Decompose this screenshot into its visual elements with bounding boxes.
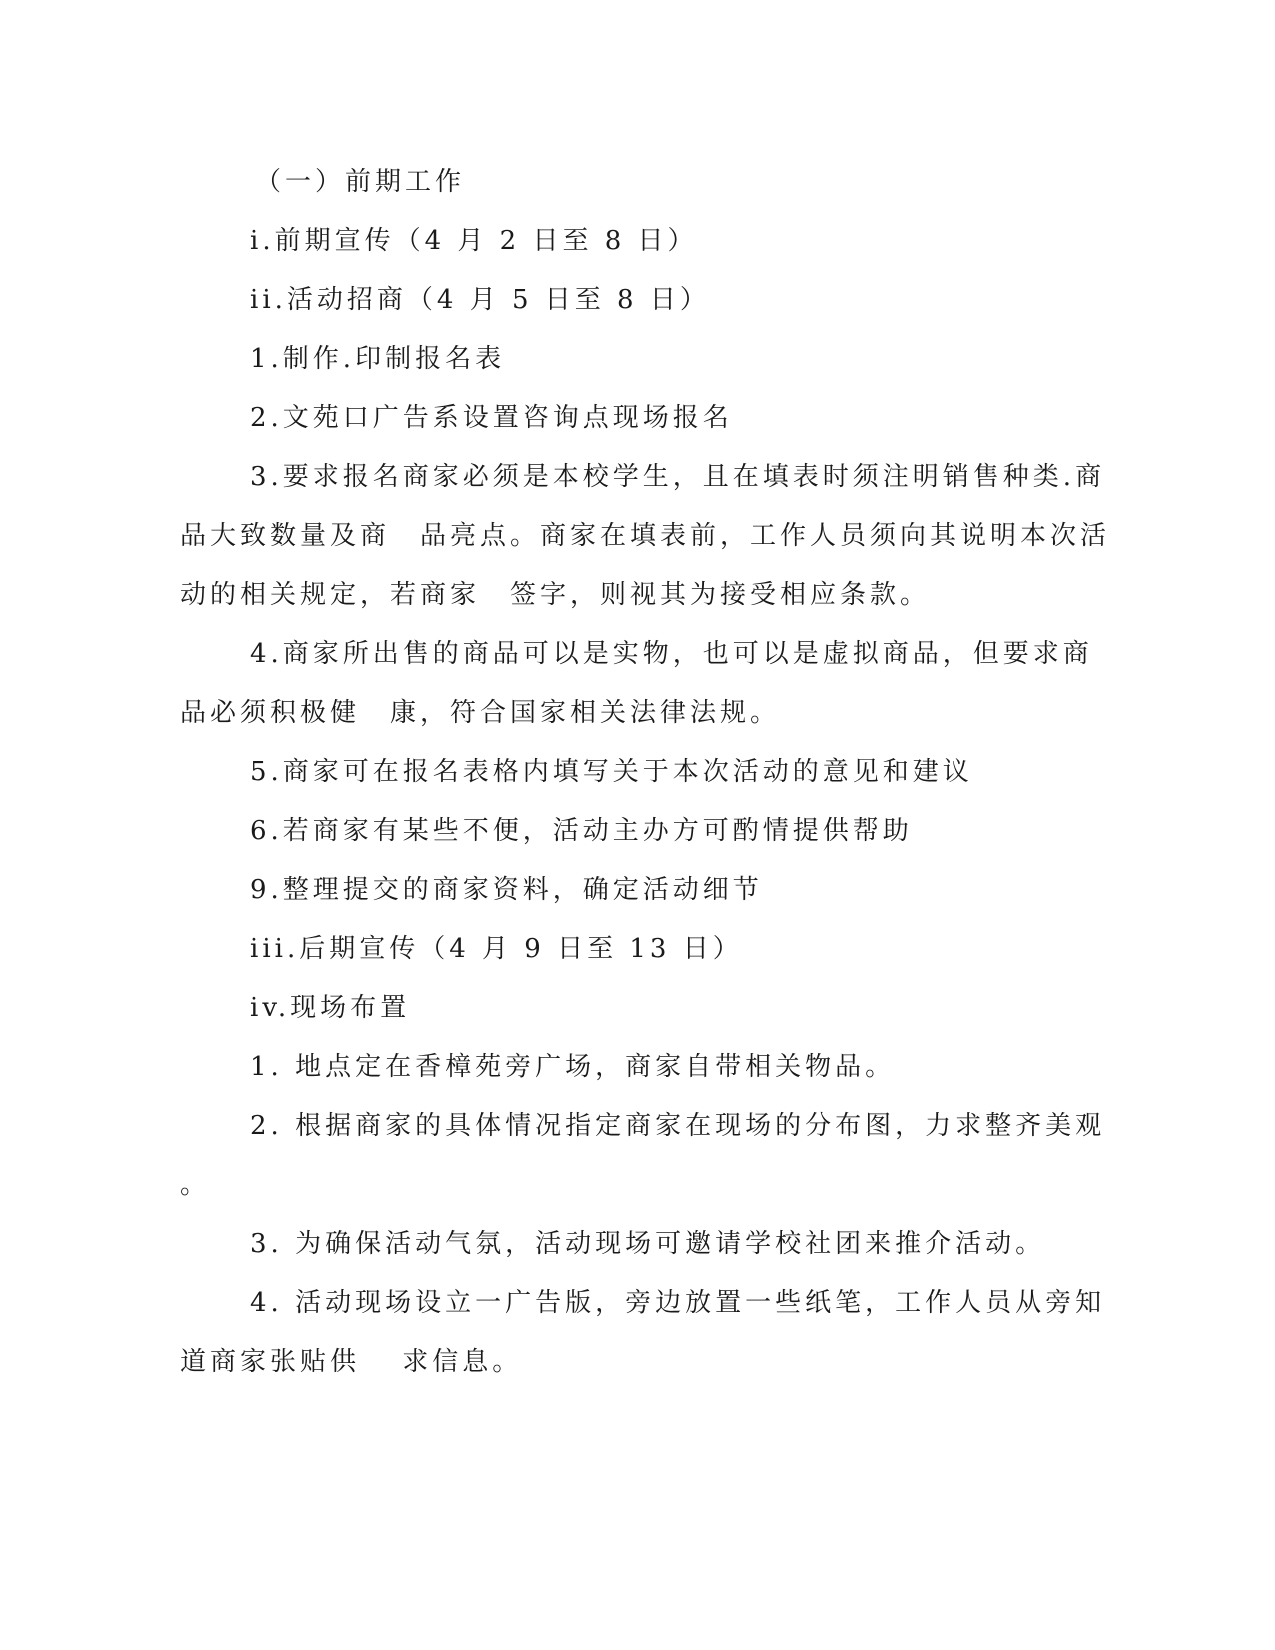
list-item-2: 2.文苑口广告系设置咨询点现场报名	[250, 403, 733, 433]
subsection-heading-iii: iii.后期宣传（4 月 9 日至 13 日）	[250, 934, 743, 964]
setup-item-1: 1. 地点定在香樟苑旁广场，商家自带相关物品。	[250, 1052, 896, 1082]
setup-item-4-line-1: 4. 活动现场设立一广告版，旁边放置一些纸笔，工作人员从旁知	[250, 1288, 1106, 1318]
list-item-1: 1.制作.印制报名表	[250, 344, 506, 374]
subsection-heading-iv: iv.现场布置	[250, 993, 411, 1023]
setup-item-4-line-2: 道商家张贴供 求信息。	[180, 1347, 523, 1377]
list-item-4-line-2: 品必须积极健 康，符合国家相关法律法规。	[180, 698, 781, 728]
setup-item-2-line-1: 2. 根据商家的具体情况指定商家在现场的分布图，力求整齐美观	[250, 1111, 1106, 1141]
section-heading: （一）前期工作	[255, 167, 466, 197]
list-item-5: 5.商家可在报名表格内填写关于本次活动的意见和建议	[250, 757, 973, 787]
list-item-6: 6.若商家有某些不便，活动主办方可酌情提供帮助	[250, 816, 913, 846]
list-item-4-line-1: 4.商家所出售的商品可以是实物，也可以是虚拟商品，但要求商	[250, 639, 1093, 669]
setup-item-2-line-2: 。	[180, 1170, 211, 1200]
subsection-heading-ii: ii.活动招商（4 月 5 日至 8 日）	[250, 285, 710, 315]
list-item-9: 9.整理提交的商家资料，确定活动细节	[250, 875, 763, 905]
list-item-3-line-3: 动的相关规定，若商家 签字，则视其为接受相应条款。	[180, 580, 931, 610]
list-item-3-line-2: 品大致数量及商 品亮点。商家在填表前，工作人员须向其说明本次活	[180, 521, 1111, 551]
list-item-3-line-1: 3.要求报名商家必须是本校学生，且在填表时须注明销售种类.商	[250, 462, 1106, 492]
setup-item-3: 3. 为确保活动气氛，活动现场可邀请学校社团来推介活动。	[250, 1229, 1046, 1259]
subsection-heading-i: i.前期宣传（4 月 2 日至 8 日）	[250, 226, 698, 256]
